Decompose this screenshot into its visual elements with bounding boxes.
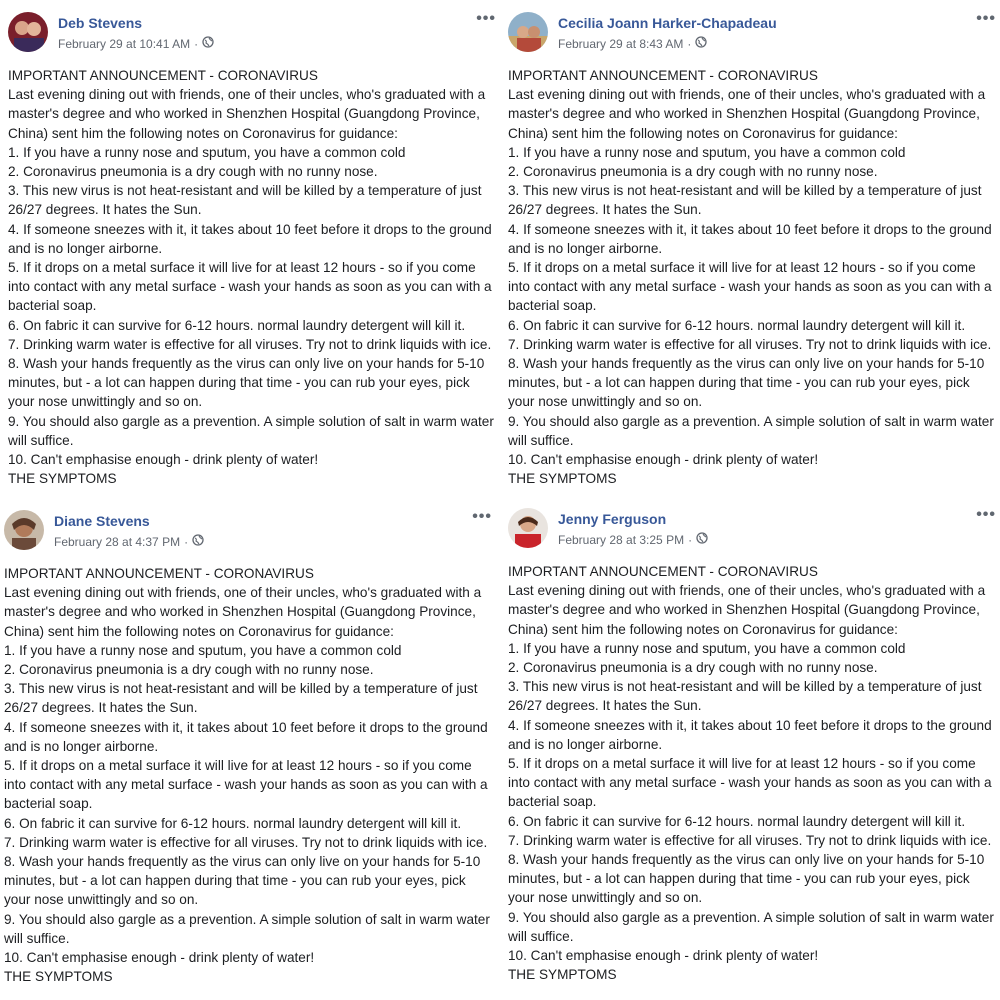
post-line: 1. If you have a runny nose and sputum, you have a common cold xyxy=(8,144,406,160)
globe-icon[interactable] xyxy=(695,36,707,51)
avatar[interactable] xyxy=(4,510,44,550)
post-line: Last evening dining out with friends, one of their uncles, who's graduated with a master's degree and who worked in Shenzhen Hospital (Guangdong Province, China) sent him the following notes on Coronavirus for guidance: xyxy=(4,585,482,639)
post-line: 3. This new virus is not heat-resistant and will be killed by a temperature of just 26/27 degrees. It hates the Sun. xyxy=(508,183,982,218)
post-timestamp[interactable]: February 28 at 3:25 PM xyxy=(558,532,685,547)
globe-icon[interactable] xyxy=(192,534,204,549)
post-line: 4. If someone sneezes with it, it takes about 10 feet before it drops to the ground and is no longer airborne. xyxy=(508,221,992,256)
post-line: 1. If you have a runny nose and sputum, you have a common cold xyxy=(4,642,402,658)
post-line: 3. This new virus is not heat-resistant and will be killed by a temperature of just 26/27 degrees. It hates the Sun. xyxy=(8,183,482,218)
post-line: 2. Coronavirus pneumonia is a dry cough with no runny nose. xyxy=(508,164,878,180)
post-meta xyxy=(558,36,707,51)
more-options-button[interactable]: ••• xyxy=(976,10,996,27)
post-meta xyxy=(54,534,204,549)
post-line: 6. On fabric it can survive for 6-12 hours. normal laundry detergent will kill it. xyxy=(508,813,966,829)
post-header xyxy=(0,504,494,556)
more-options-button[interactable]: ••• xyxy=(476,10,496,27)
post-line: 1. If you have a runny nose and sputum, you have a common cold xyxy=(508,144,906,160)
post-line: THE SYMPTOMS xyxy=(508,967,617,983)
post-line: IMPORTANT ANNOUNCEMENT - CORONAVIRUS xyxy=(508,68,818,83)
avatar[interactable] xyxy=(508,508,548,548)
post-body xyxy=(508,66,994,488)
post-line: THE SYMPTOMS xyxy=(8,471,117,487)
meta-separator: · xyxy=(688,532,693,547)
post-line: THE SYMPTOMS xyxy=(508,471,617,487)
post-line: 2. Coronavirus pneumonia is a dry cough with no runny nose. xyxy=(4,662,374,678)
post-line: 3. This new virus is not heat-resistant and will be killed by a temperature of just 26/27 degrees. It hates the Sun. xyxy=(4,681,478,716)
post-line: 7. Drinking warm water is effective for all viruses. Try not to drink liquids with ice. xyxy=(508,336,992,352)
post-body xyxy=(4,564,490,986)
post-body xyxy=(8,66,494,488)
post-line: 5. If it drops on a metal surface it will live for at least 12 hours - so if you come into contact with any metal surface - wash your hands as soon as you can with a bacterial soap. xyxy=(8,260,492,314)
post-header xyxy=(504,6,998,58)
post-header xyxy=(4,6,498,58)
globe-icon[interactable] xyxy=(696,532,708,547)
post-line: 8. Wash your hands frequently as the virus can only live on your hands for 5-10 minutes, but - a lot can happen during that time - you can rub your eyes, pick your nose unwittingly and so on. xyxy=(4,854,481,908)
avatar[interactable] xyxy=(8,12,48,52)
post-line: 9. You should also gargle as a prevention. A simple solution of salt in warm water will suffice. xyxy=(508,413,994,448)
post-line: 8. Wash your hands frequently as the virus can only live on your hands for 5-10 minutes, but - a lot can happen during that time - you can rub your eyes, pick your nose unwittingly and so on. xyxy=(508,852,985,906)
post-line: 10. Can't emphasise enough - drink plenty of water! xyxy=(4,950,315,966)
post-line: 9. You should also gargle as a prevention. A simple solution of salt in warm water will suffice. xyxy=(4,911,490,946)
post-line: 2. Coronavirus pneumonia is a dry cough with no runny nose. xyxy=(8,164,378,180)
author-name[interactable]: Cecilia Joann Harker-Chapadeau xyxy=(558,15,777,31)
post-line: 6. On fabric it can survive for 6-12 hours. normal laundry detergent will kill it. xyxy=(508,317,966,333)
globe-icon[interactable] xyxy=(202,36,214,51)
post-line: 10. Can't emphasise enough - drink plenty of water! xyxy=(508,452,819,468)
meta-separator: · xyxy=(194,36,199,51)
post-line: IMPORTANT ANNOUNCEMENT - CORONAVIRUS xyxy=(8,68,318,83)
post-line: 9. You should also gargle as a prevention. A simple solution of salt in warm water will suffice. xyxy=(8,413,494,448)
author-name[interactable]: Jenny Ferguson xyxy=(558,511,667,527)
post-line: 5. If it drops on a metal surface it will live for at least 12 hours - so if you come into contact with any metal surface - wash your hands as soon as you can with a bacterial soap. xyxy=(508,260,992,314)
more-options-button[interactable]: ••• xyxy=(976,506,996,523)
avatar[interactable] xyxy=(508,12,548,52)
post-line: 10. Can't emphasise enough - drink plenty of water! xyxy=(8,452,319,468)
post-card xyxy=(504,502,998,1000)
post-line: 5. If it drops on a metal surface it will live for at least 12 hours - so if you come into contact with any metal surface - wash your hands as soon as you can with a bacterial soap. xyxy=(508,756,992,810)
post-line: 4. If someone sneezes with it, it takes about 10 feet before it drops to the ground and is no longer airborne. xyxy=(4,719,488,754)
post-timestamp[interactable]: February 28 at 4:37 PM xyxy=(54,534,181,549)
more-options-button[interactable]: ••• xyxy=(472,508,492,525)
post-body xyxy=(508,562,994,984)
meta-separator: · xyxy=(184,534,189,549)
post-line: 8. Wash your hands frequently as the virus can only live on your hands for 5-10 minutes, but - a lot can happen during that time - you can rub your eyes, pick your nose unwittingly and so on. xyxy=(508,356,985,410)
post-meta xyxy=(558,532,708,547)
post-card xyxy=(4,6,498,498)
post-card xyxy=(0,504,494,1000)
post-meta xyxy=(58,36,214,51)
post-line: 6. On fabric it can survive for 6-12 hours. normal laundry detergent will kill it. xyxy=(4,815,462,831)
post-line: 8. Wash your hands frequently as the virus can only live on your hands for 5-10 minutes, but - a lot can happen during that time - you can rub your eyes, pick your nose unwittingly and so on. xyxy=(8,356,485,410)
post-line: Last evening dining out with friends, one of their uncles, who's graduated with a master's degree and who worked in Shenzhen Hospital (Guangdong Province, China) sent him the following notes on Coronavirus for guidance: xyxy=(508,87,986,141)
author-name[interactable]: Diane Stevens xyxy=(54,513,150,529)
post-line: Last evening dining out with friends, one of their uncles, who's graduated with a master's degree and who worked in Shenzhen Hospital (Guangdong Province, China) sent him the following notes on Coronavirus for guidance: xyxy=(8,87,486,141)
post-line: 7. Drinking warm water is effective for all viruses. Try not to drink liquids with ice. xyxy=(8,336,492,352)
post-line: IMPORTANT ANNOUNCEMENT - CORONAVIRUS xyxy=(508,564,818,579)
meta-separator: · xyxy=(687,36,692,51)
post-line: 7. Drinking warm water is effective for all viruses. Try not to drink liquids with ice. xyxy=(4,834,488,850)
post-line: 1. If you have a runny nose and sputum, you have a common cold xyxy=(508,640,906,656)
post-line: 4. If someone sneezes with it, it takes about 10 feet before it drops to the ground and is no longer airborne. xyxy=(8,221,492,256)
post-line: 10. Can't emphasise enough - drink plenty of water! xyxy=(508,948,819,964)
post-header xyxy=(504,502,998,554)
post-line: 2. Coronavirus pneumonia is a dry cough with no runny nose. xyxy=(508,660,878,676)
post-timestamp[interactable]: February 29 at 10:41 AM xyxy=(58,36,191,51)
author-name[interactable]: Deb Stevens xyxy=(58,15,143,31)
post-line: 6. On fabric it can survive for 6-12 hours. normal laundry detergent will kill it. xyxy=(8,317,466,333)
post-line: 5. If it drops on a metal surface it will live for at least 12 hours - so if you come into contact with any metal surface - wash your hands as soon as you can with a bacterial soap. xyxy=(4,758,488,812)
post-line: 9. You should also gargle as a prevention. A simple solution of salt in warm water will suffice. xyxy=(508,909,994,944)
post-line: THE SYMPTOMS xyxy=(4,969,113,985)
post-timestamp[interactable]: February 29 at 8:43 AM xyxy=(558,36,684,51)
post-line: Last evening dining out with friends, one of their uncles, who's graduated with a master's degree and who worked in Shenzhen Hospital (Guangdong Province, China) sent him the following notes on Coronavirus for guidance: xyxy=(508,583,986,637)
post-line: IMPORTANT ANNOUNCEMENT - CORONAVIRUS xyxy=(4,566,314,581)
post-line: 3. This new virus is not heat-resistant and will be killed by a temperature of just 26/27 degrees. It hates the Sun. xyxy=(508,679,982,714)
post-card xyxy=(504,6,998,498)
post-line: 7. Drinking warm water is effective for all viruses. Try not to drink liquids with ice. xyxy=(508,832,992,848)
post-line: 4. If someone sneezes with it, it takes about 10 feet before it drops to the ground and is no longer airborne. xyxy=(508,717,992,752)
